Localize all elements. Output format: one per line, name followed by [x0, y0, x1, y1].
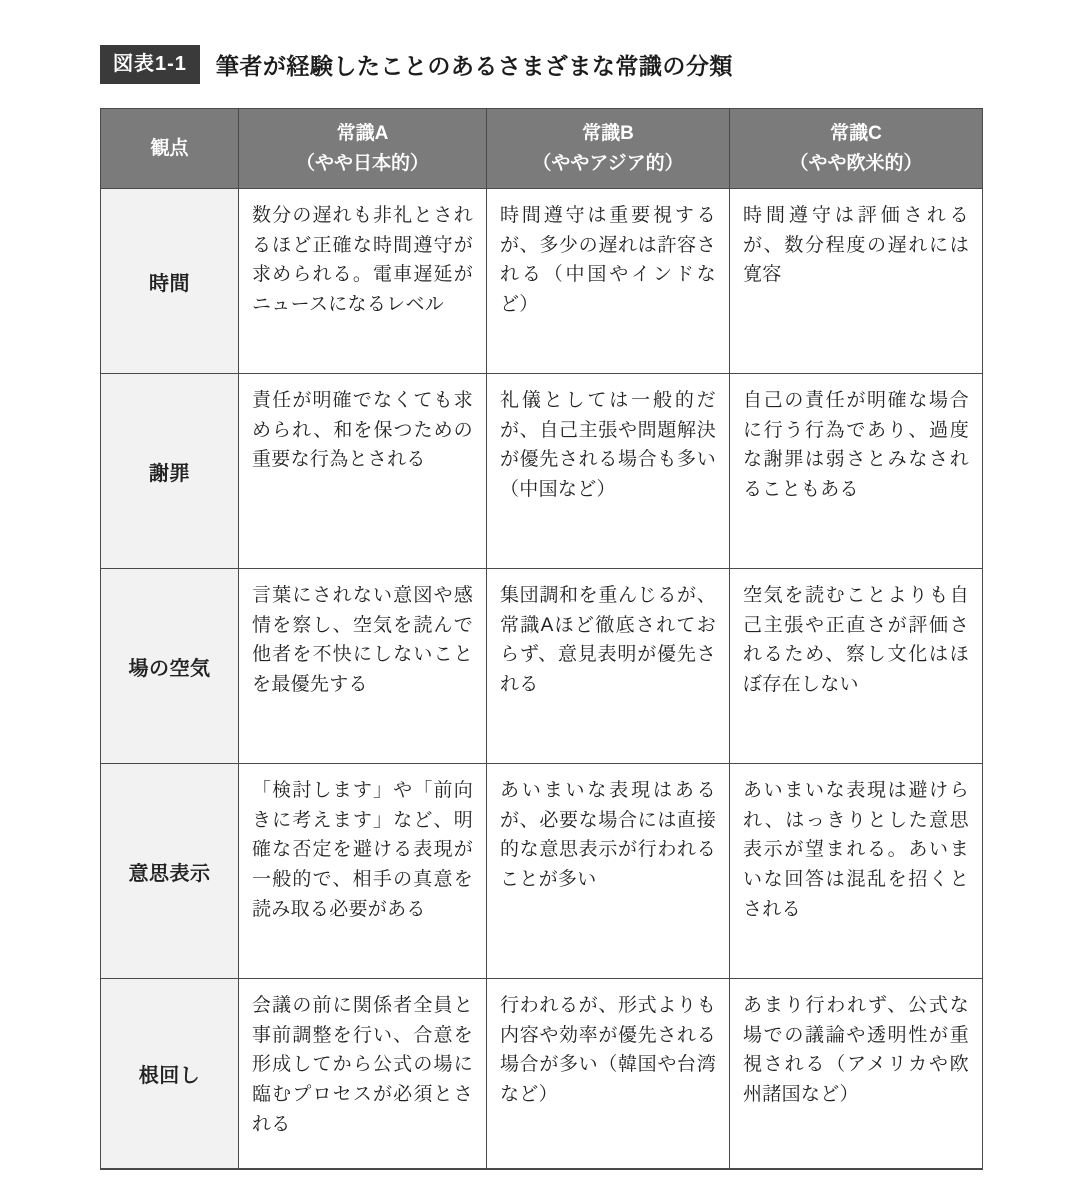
- cell-nemawashi-a: 会議の前に関係者全員と事前調整を行い、合意を形成してから公式の場に臨むプロセスが必須とされる: [239, 979, 487, 1169]
- header-label: 常識A: [336, 123, 389, 145]
- header-cell-common-sense-c: [730, 109, 983, 189]
- cell-time-c: 時間遵守は評価されるが、数分程度の遅れには寛容: [730, 189, 983, 374]
- cell-expression-b: あいまいな表現はあるが、必要な場合には直接的な意思表示が行われることが多い: [487, 764, 730, 979]
- cell-expression-a: 「検討します」や「前向きに考えます」など、明確な否定を避ける表現が一般的で、相手の真意を読み取る必要がある: [239, 764, 487, 979]
- header-sublabel: （やや日本的）: [295, 152, 429, 174]
- table-row: [101, 374, 983, 569]
- cell-time-b: 時間遵守は重要視するが、多少の遅れは許容される（中国やインドなど）: [487, 189, 730, 374]
- header-label: 観点: [150, 137, 189, 159]
- row-label-apology: 謝罪: [101, 374, 239, 569]
- figure-title: 筆者が経験したことのあるさまざまな常識の分類: [215, 53, 733, 79]
- header-row: [101, 109, 983, 189]
- cell-atmosphere-c: 空気を読むことよりも自己主張や正直さが評価されるため、察し文化はほぼ存在しない: [730, 569, 983, 764]
- row-label-nemawashi: 根回し: [101, 979, 239, 1169]
- header-label: 常識C: [830, 123, 882, 145]
- cell-atmosphere-b: 集団調和を重んじるが、常識Aほど徹底されておらず、意見表明が優先される: [487, 569, 730, 764]
- header-label: 常識B: [582, 123, 634, 145]
- cell-nemawashi-c: あまり行われず、公式な場での議論や透明性が重視される（アメリカや欧州諸国など）: [730, 979, 983, 1169]
- figure-header: [100, 45, 982, 84]
- header-sublabel: （ややアジア的）: [532, 152, 684, 174]
- row-label-time: 時間: [101, 189, 239, 374]
- header-cell-common-sense-b: [487, 109, 730, 189]
- row-label-expression: 意思表示: [101, 764, 239, 979]
- table-row: [101, 979, 983, 1169]
- table-row: [101, 764, 983, 979]
- cell-time-a: 数分の遅れも非礼とされるほど正確な時間遵守が求められる。電車遅延がニュースになるレベル: [239, 189, 487, 374]
- cell-atmosphere-a: 言葉にされない意図や感情を察し、空気を読んで他者を不快にしないことを最優先する: [239, 569, 487, 764]
- cell-apology-c: 自己の責任が明確な場合に行う行為であり、過度な謝罪は弱さとみなされることもある: [730, 374, 983, 569]
- cell-apology-b: 礼儀としては一般的だが、自己主張や問題解決が優先される場合も多い（中国など）: [487, 374, 730, 569]
- cell-expression-c: あいまいな表現は避けられ、はっきりとした意思表示が望まれる。あいまいな回答は混乱を招くとされる: [730, 764, 983, 979]
- figure-content: [100, 45, 982, 1170]
- table-row: [101, 189, 983, 374]
- header-sublabel: （やや欧米的）: [789, 152, 923, 174]
- header-cell-common-sense-a: [239, 109, 487, 189]
- comparison-table: [100, 108, 983, 1170]
- cell-nemawashi-b: 行われるが、形式よりも内容や効率が優先される場合が多い（韓国や台湾など）: [487, 979, 730, 1169]
- cell-apology-a: 責任が明確でなくても求められ、和を保つための重要な行為とされる: [239, 374, 487, 569]
- table-row: [101, 569, 983, 764]
- figure-label: 図表1-1: [100, 45, 200, 84]
- header-cell-viewpoint: [101, 109, 239, 189]
- row-label-atmosphere: 場の空気: [101, 569, 239, 764]
